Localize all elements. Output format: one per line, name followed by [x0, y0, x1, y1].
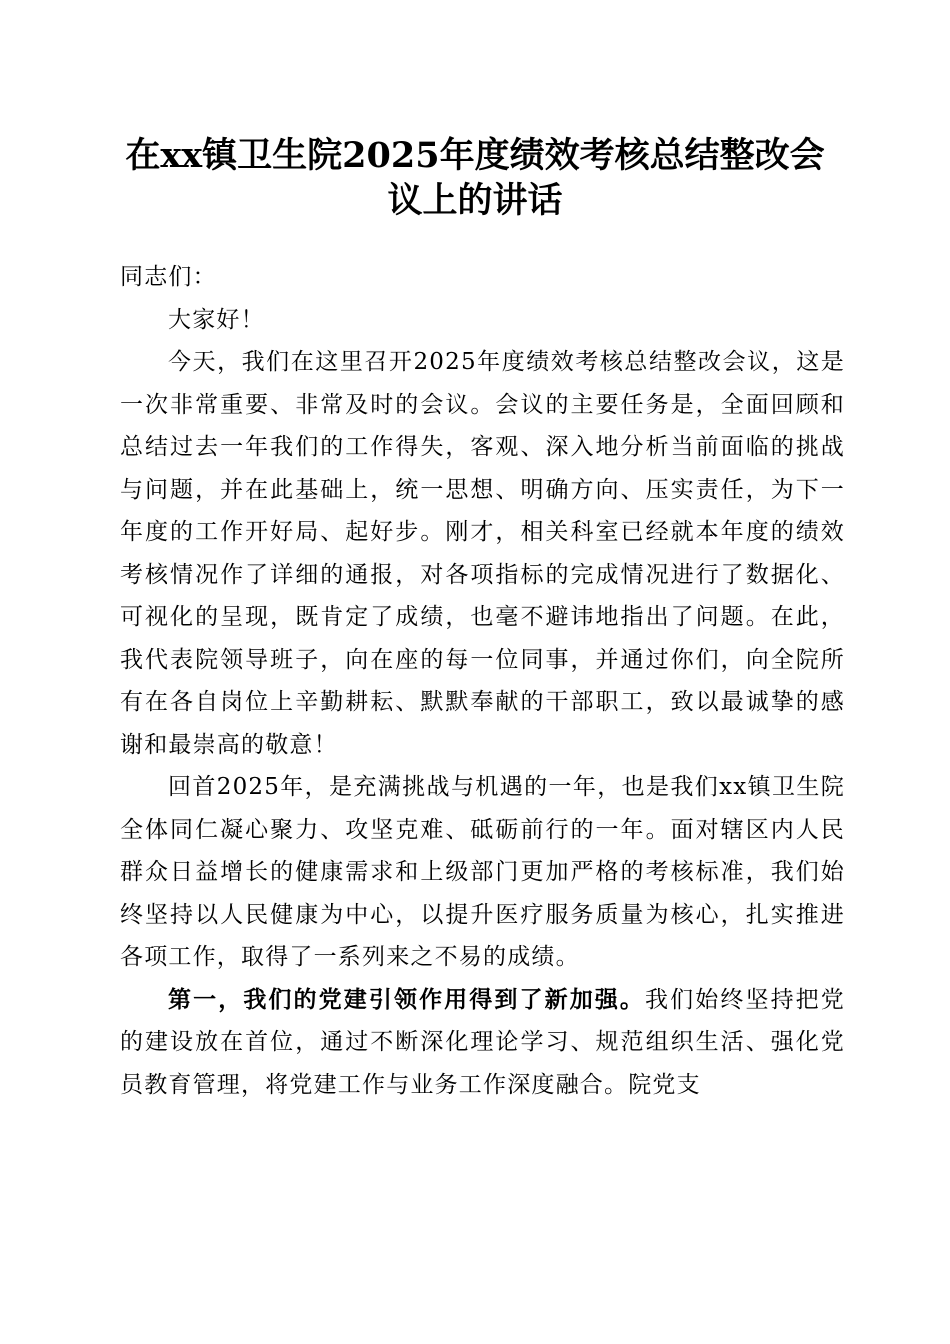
document-body — [120, 256, 845, 1106]
paragraph-opening: 今天，我们在这里召开2025年度绩效考核总结整改会议，这是一次非常重要、非常及时的会议。会议的主要任务是，全面回顾和总结过去一年我们的工作得失，客观、深入地分析当前面临的挑战与问题，并在此基础上，统一思想、明确方向、压实责任，为下一年度的工作开好局、起好步。刚才，相关科室已经就本年度的绩效考核情况作了详细的通报，对各项指标的完成情况进行了数据化、可视化的呈现，既肯定了成绩，也毫不避讳地指出了问题。在此，我代表院领导班子，向在座的每一位同事，并通过你们，向全院所有在各自岗位上辛勤耕耘、默默奉献的干部职工，致以最诚挚的感谢和最崇高的敬意！ — [120, 349, 845, 758]
paragraph-review: 回首2025年，是充满挑战与机遇的一年，也是我们xx镇卫生院全体同仁凝心聚力、攻坚克难、砥砺前行的一年。面对辖区内人民群众日益增长的健康需求和上级部门更加严格的考核标准，我们始终坚持以人民健康为中心，以提升医疗服务质量为核心，扎实推进各项工作，取得了一系列来之不易的成绩。 — [120, 774, 845, 970]
paragraph-point-one — [120, 979, 845, 1107]
greeting: 大家好！ — [168, 306, 265, 333]
document-title: 在xx镇卫生院2025年度绩效考核总结整改会议上的讲话 — [125, 135, 825, 221]
point-one-text: 我们始终坚持把党的建设放在首位，通过不断深化理论学习、规范组织生活、强化党员教育管理，将党建工作与业务工作深度融合。院党支 — [120, 986, 845, 1098]
salutation: 同志们： — [120, 264, 217, 290]
point-one-heading: 第一，我们的党建引领作用得到了新加强。 — [168, 985, 646, 1013]
